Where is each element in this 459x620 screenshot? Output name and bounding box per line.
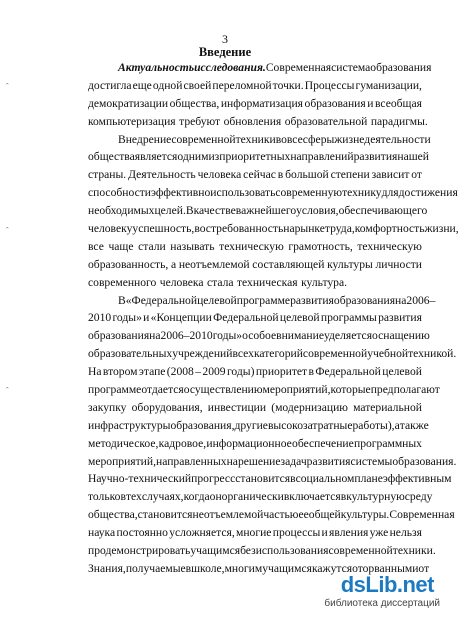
word: учреждений xyxy=(172,347,233,361)
word: одной xyxy=(152,78,183,92)
word: «Федеральной xyxy=(125,293,198,307)
word: одним xyxy=(177,150,209,164)
text-line xyxy=(88,381,440,399)
word: необходимых xyxy=(88,204,155,218)
word: парадигмы. xyxy=(370,114,428,128)
text-line xyxy=(88,363,422,381)
word: грамотность, xyxy=(288,239,353,253)
text-line xyxy=(88,345,457,363)
margin-mark: ˆ xyxy=(6,226,9,235)
word: категорий xyxy=(253,347,303,361)
word: культуры xyxy=(327,257,373,271)
text-line xyxy=(88,202,428,220)
word: уделяется xyxy=(323,329,373,343)
word: труда, xyxy=(324,222,355,236)
text-line xyxy=(88,59,432,77)
word: современной xyxy=(328,544,393,558)
word: отдается xyxy=(141,383,184,397)
text-line xyxy=(88,256,422,274)
margin-mark: ˆ xyxy=(6,82,9,91)
word: эффективным xyxy=(382,472,452,486)
word: образования xyxy=(333,293,396,307)
text-line xyxy=(88,506,455,524)
word: техники. xyxy=(392,544,436,558)
word: на xyxy=(395,293,407,307)
word: – xyxy=(195,365,202,379)
word: становится xyxy=(137,508,193,522)
word: называть xyxy=(170,239,215,253)
word: годы» xyxy=(112,311,142,325)
word: решение xyxy=(237,454,281,468)
word: мероприятий, xyxy=(88,454,156,468)
word: (модернизацию xyxy=(271,400,348,414)
word: программе xyxy=(236,293,291,307)
word: – xyxy=(429,293,436,307)
word: является xyxy=(134,150,178,164)
word: и xyxy=(143,311,150,325)
word: без xyxy=(240,544,256,558)
word: явления xyxy=(329,526,369,540)
word: получаемые xyxy=(125,561,186,575)
word: своей xyxy=(183,78,212,92)
word: большой xyxy=(285,168,329,182)
word: оснащению xyxy=(372,329,430,343)
word: гуманизации, xyxy=(355,78,422,92)
word: все xyxy=(286,132,303,146)
word: 2006 xyxy=(406,293,430,307)
word: 2009 xyxy=(202,365,226,379)
word: в xyxy=(277,168,284,182)
word: современного xyxy=(88,275,157,289)
word: развития xyxy=(306,454,351,468)
word: программы xyxy=(320,311,377,325)
section-heading: Введение xyxy=(198,45,252,59)
word: на xyxy=(283,222,295,236)
word: целевой xyxy=(197,293,237,307)
word: многие xyxy=(236,526,272,540)
text-line xyxy=(88,470,452,488)
word: в xyxy=(185,561,192,575)
word: направлений xyxy=(290,150,354,164)
word: Актуальность xyxy=(118,61,195,74)
word: современной xyxy=(302,347,368,361)
word: образования, xyxy=(170,418,235,432)
word: техническую xyxy=(357,239,422,253)
word: «Концепции xyxy=(150,311,212,325)
word: зависит xyxy=(371,168,410,182)
word: На xyxy=(88,365,102,379)
word: социальном xyxy=(295,472,355,486)
word: годы) xyxy=(226,365,255,379)
word: Процессы xyxy=(304,78,355,92)
word: (2008 xyxy=(166,365,194,379)
word: общества xyxy=(88,150,135,164)
word: особое xyxy=(242,329,277,343)
word: демократизации xyxy=(88,96,169,110)
word: компьютеризация xyxy=(88,114,176,128)
word: составляющей xyxy=(252,257,325,271)
word: оборудования, xyxy=(131,400,203,414)
word: использовать xyxy=(210,186,276,200)
word: неотъемлемой xyxy=(192,508,264,522)
word: учащимся xyxy=(190,544,241,558)
watermark-tagline: библиотека диссертаций xyxy=(324,598,440,609)
text-line xyxy=(88,417,429,435)
word: общей xyxy=(308,508,341,522)
text-line xyxy=(88,399,422,417)
word: многим xyxy=(224,561,263,575)
text-line xyxy=(88,238,422,256)
word: важнейшего xyxy=(235,204,297,218)
word: использования xyxy=(255,544,329,558)
word: культурную xyxy=(346,490,405,504)
text-line xyxy=(88,274,422,292)
word: точки. xyxy=(272,78,304,92)
word: нашей xyxy=(397,150,430,164)
word: качестве xyxy=(193,204,236,218)
word: чаще xyxy=(108,239,134,253)
word: осуществлению xyxy=(183,383,263,397)
word: В xyxy=(118,293,126,307)
word: успешность, xyxy=(132,222,195,236)
word: всеобщая xyxy=(375,96,422,110)
word: инфраструктуры xyxy=(88,418,171,432)
word: направленных xyxy=(156,454,227,468)
word: приоритетных xyxy=(219,150,291,164)
word: а xyxy=(170,257,177,271)
word: комфортность xyxy=(354,222,425,236)
word: в xyxy=(290,472,296,486)
word: требуют xyxy=(179,114,221,128)
text-line xyxy=(88,131,431,149)
word: втором xyxy=(102,365,138,379)
word: кадровое, xyxy=(158,436,207,450)
word: обновления xyxy=(223,114,282,128)
word: достигла xyxy=(88,78,132,92)
word: годы» xyxy=(212,329,243,343)
word: учебной xyxy=(367,347,409,361)
word: информационное xyxy=(206,436,292,450)
word: тех xyxy=(125,490,142,504)
word: все xyxy=(88,239,104,253)
word: образования xyxy=(88,329,150,343)
word: Научно-технический xyxy=(88,472,192,486)
word: и xyxy=(367,96,374,110)
word: продемонстрировать xyxy=(88,544,191,558)
word: Федеральной xyxy=(315,365,381,379)
text-line xyxy=(88,113,428,131)
word: только xyxy=(88,490,121,504)
word: страны. xyxy=(88,168,127,182)
word: сейчас xyxy=(243,168,276,182)
word: в xyxy=(340,490,347,504)
word: образовательных xyxy=(88,347,173,361)
word: востребованность xyxy=(194,222,284,236)
word: этапе xyxy=(138,365,166,379)
word: современную xyxy=(275,186,343,200)
word: неотъемлемой xyxy=(178,257,250,271)
word: задач xyxy=(280,454,307,468)
word: человека xyxy=(159,275,204,289)
word: человеку xyxy=(88,222,133,236)
text-line xyxy=(88,292,436,310)
word: программных xyxy=(354,436,422,450)
word: переломной xyxy=(212,78,272,92)
word: на xyxy=(226,454,238,468)
word: плане xyxy=(354,472,383,486)
text-line xyxy=(88,309,422,327)
word: Знания, xyxy=(88,561,126,575)
word: развития xyxy=(290,293,334,307)
word: информатизация xyxy=(220,96,303,110)
word: работы), xyxy=(352,418,395,432)
text-line xyxy=(88,95,422,113)
word: на xyxy=(149,329,161,343)
word: Внедрение xyxy=(118,132,172,146)
word: случаях, xyxy=(141,490,184,504)
text-line xyxy=(88,542,436,560)
word: системы xyxy=(350,454,393,468)
word: образованность, xyxy=(88,257,169,271)
margin-mark: ˆ xyxy=(6,386,9,395)
word: 2010 xyxy=(189,329,213,343)
word: целевой xyxy=(279,311,320,325)
text-line xyxy=(88,166,422,184)
word: внимание xyxy=(276,329,324,343)
word: наука xyxy=(88,526,116,540)
word: закупку xyxy=(88,400,127,414)
word: во xyxy=(275,132,287,146)
word: техникой. xyxy=(408,347,457,361)
text-line xyxy=(88,77,422,95)
word: Федеральной xyxy=(213,311,279,325)
word: стала xyxy=(206,275,234,289)
word: достижения xyxy=(398,186,458,200)
word: эффективно xyxy=(151,186,211,200)
text-line xyxy=(88,435,422,453)
word: органически xyxy=(221,490,284,504)
word: приоритет xyxy=(255,365,308,379)
word: образования xyxy=(370,61,432,74)
word: общества, xyxy=(169,96,220,110)
word: оторванными xyxy=(352,561,419,575)
word: материальной xyxy=(353,400,422,414)
word: кажутся xyxy=(311,561,353,575)
word: от xyxy=(418,561,430,575)
watermark-logo: dsLib.net xyxy=(340,572,434,597)
word: он xyxy=(209,490,222,504)
word: целевой xyxy=(382,365,422,379)
word: обеспечивающего xyxy=(338,204,428,218)
word: Деятельность xyxy=(128,168,196,182)
word: 2006 xyxy=(160,329,184,343)
word: техническую xyxy=(219,239,284,253)
word: исследования. xyxy=(194,61,266,74)
word: программе xyxy=(88,383,142,397)
word: степени xyxy=(330,168,370,182)
word: частью xyxy=(263,508,299,522)
word: из xyxy=(208,150,220,164)
word: технику xyxy=(342,186,382,200)
word: уже xyxy=(369,526,389,540)
word: рынке xyxy=(294,222,325,236)
word: Современная xyxy=(389,508,455,522)
word: техники xyxy=(235,132,276,146)
word: образовательной xyxy=(284,114,368,128)
word: высокозатратные xyxy=(267,418,353,432)
word: В xyxy=(185,204,194,218)
word: а xyxy=(394,418,400,432)
word: жизнедеятельности xyxy=(334,132,431,146)
word: для xyxy=(381,186,399,200)
word: прогресс xyxy=(191,472,236,486)
word: система xyxy=(331,61,371,74)
page-number: 3 xyxy=(222,32,228,46)
word: мероприятий, xyxy=(262,383,331,397)
word: в xyxy=(308,365,314,379)
word: культура. xyxy=(301,275,348,289)
word: способности xyxy=(88,186,151,200)
text-line xyxy=(88,488,433,506)
word: сферы xyxy=(302,132,335,146)
word: среду xyxy=(404,490,433,504)
word: другие xyxy=(234,418,268,432)
word: в xyxy=(120,490,126,504)
word: 2010 xyxy=(88,311,112,325)
word: развития xyxy=(353,150,398,164)
word: человека xyxy=(197,168,242,182)
word: школе, xyxy=(191,561,225,575)
word: техническая xyxy=(236,275,298,289)
word: Современная xyxy=(265,61,332,74)
word: ее xyxy=(298,508,309,522)
word: предполагают xyxy=(370,383,440,397)
word: усложняется, xyxy=(169,526,235,540)
word: которые xyxy=(330,383,371,397)
word: нельзя xyxy=(389,526,422,540)
word: современной xyxy=(171,132,236,146)
word: еще xyxy=(132,78,152,92)
word: жизни, xyxy=(424,222,459,236)
word: культуры. xyxy=(340,508,390,522)
word: также xyxy=(399,418,429,432)
word: инвестиции xyxy=(207,400,267,414)
word: всех xyxy=(232,347,254,361)
word: от xyxy=(411,168,422,182)
word: условия, xyxy=(296,204,339,218)
word: стали xyxy=(138,239,166,253)
word: развития xyxy=(378,311,422,325)
text-line xyxy=(88,327,430,345)
word: когда xyxy=(183,490,210,504)
word: образования xyxy=(304,96,366,110)
word: постоянно xyxy=(116,526,168,540)
watermark xyxy=(294,572,444,614)
word: процессы xyxy=(272,526,321,540)
text-line xyxy=(88,220,459,238)
word: учащимся xyxy=(262,561,312,575)
word: включается xyxy=(283,490,341,504)
word: общества, xyxy=(88,508,138,522)
word: образования. xyxy=(392,454,457,468)
word: – xyxy=(183,329,190,343)
text-line xyxy=(88,148,430,166)
word: личности xyxy=(375,257,422,271)
word: становится xyxy=(235,472,291,486)
body-text xyxy=(88,59,459,578)
text-line xyxy=(88,453,457,471)
text-line xyxy=(88,524,422,542)
word: методическое, xyxy=(88,436,159,450)
word: обеспечение xyxy=(292,436,354,450)
word: целей. xyxy=(154,204,186,218)
word: и xyxy=(321,526,328,540)
text-line xyxy=(88,184,458,202)
